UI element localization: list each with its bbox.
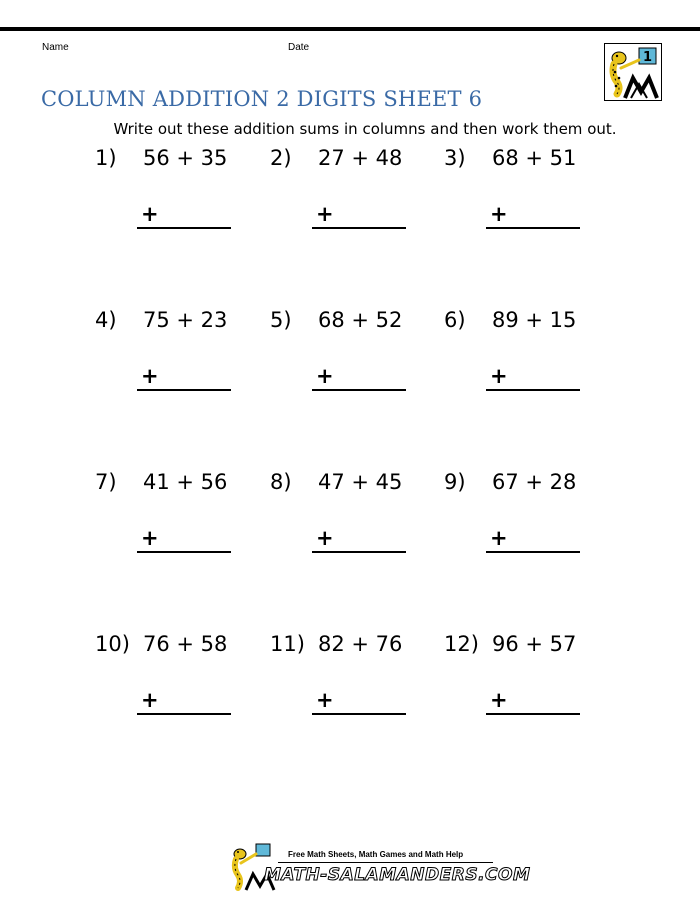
plus-sign: + bbox=[141, 526, 159, 550]
problem-number: 10) bbox=[95, 632, 130, 656]
answer-line[interactable] bbox=[312, 389, 406, 391]
name-label: Name bbox=[42, 42, 69, 53]
answer-line[interactable] bbox=[137, 551, 231, 553]
plus-sign: + bbox=[141, 688, 159, 712]
problem-9 bbox=[444, 470, 614, 570]
problem-sum: 41 + 56 bbox=[143, 470, 228, 494]
plus-sign: + bbox=[316, 364, 334, 388]
problem-sum: 56 + 35 bbox=[143, 146, 228, 170]
plus-sign: + bbox=[316, 202, 334, 226]
salamander-logo-icon bbox=[605, 44, 661, 100]
plus-sign: + bbox=[141, 364, 159, 388]
footer-rule bbox=[278, 862, 493, 863]
problem-sum: 96 + 57 bbox=[492, 632, 577, 656]
problem-number: 11) bbox=[270, 632, 305, 656]
problem-3 bbox=[444, 146, 614, 246]
answer-line[interactable] bbox=[312, 227, 406, 229]
problem-number: 12) bbox=[444, 632, 479, 656]
problem-number: 6) bbox=[444, 308, 466, 332]
problem-sum: 47 + 45 bbox=[318, 470, 403, 494]
problem-sum: 82 + 76 bbox=[318, 632, 403, 656]
plus-sign: + bbox=[490, 364, 508, 388]
salamander-logo bbox=[604, 43, 662, 101]
problem-sum: 75 + 23 bbox=[143, 308, 228, 332]
worksheet-title: COLUMN ADDITION 2 DIGITS SHEET 6 bbox=[41, 87, 483, 111]
problem-number: 3) bbox=[444, 146, 466, 170]
problem-sum: 89 + 15 bbox=[492, 308, 577, 332]
problem-2 bbox=[270, 146, 440, 246]
answer-line[interactable] bbox=[137, 389, 231, 391]
problem-12 bbox=[444, 632, 614, 732]
plus-sign: + bbox=[490, 202, 508, 226]
problem-number: 5) bbox=[270, 308, 292, 332]
problem-number: 9) bbox=[444, 470, 466, 494]
problem-number: 8) bbox=[270, 470, 292, 494]
date-label: Date bbox=[288, 42, 310, 53]
problem-10 bbox=[95, 632, 265, 732]
answer-line[interactable] bbox=[486, 551, 580, 553]
problem-6 bbox=[444, 308, 614, 408]
problem-5 bbox=[270, 308, 440, 408]
plus-sign: + bbox=[490, 526, 508, 550]
problem-sum: 27 + 48 bbox=[318, 146, 403, 170]
problem-number: 2) bbox=[270, 146, 292, 170]
problem-sum: 68 + 52 bbox=[318, 308, 403, 332]
plus-sign: + bbox=[316, 688, 334, 712]
answer-line[interactable] bbox=[137, 713, 231, 715]
instructions-text: Write out these addition sums in columns and then work them out. bbox=[113, 120, 617, 138]
problem-sum: 67 + 28 bbox=[492, 470, 577, 494]
problem-number: 7) bbox=[95, 470, 117, 494]
problem-number: 4) bbox=[95, 308, 117, 332]
answer-line[interactable] bbox=[312, 713, 406, 715]
problem-7 bbox=[95, 470, 265, 570]
footer-brand[interactable]: MATH-SALAMANDERS.COM bbox=[264, 865, 531, 885]
problem-11 bbox=[270, 632, 440, 732]
problem-1 bbox=[95, 146, 265, 246]
plus-sign: + bbox=[490, 688, 508, 712]
problem-sum: 76 + 58 bbox=[143, 632, 228, 656]
footer-tagline: Free Math Sheets, Math Games and Math Help bbox=[288, 850, 464, 859]
answer-line[interactable] bbox=[137, 227, 231, 229]
badge-number: 1 bbox=[642, 50, 653, 65]
top-rule bbox=[0, 27, 700, 31]
answer-line[interactable] bbox=[486, 713, 580, 715]
answer-line[interactable] bbox=[486, 389, 580, 391]
problem-8 bbox=[270, 470, 440, 570]
problem-sum: 68 + 51 bbox=[492, 146, 577, 170]
footer-logo[interactable] bbox=[228, 842, 531, 892]
answer-line[interactable] bbox=[486, 227, 580, 229]
problem-4 bbox=[95, 308, 265, 408]
plus-sign: + bbox=[316, 526, 334, 550]
problem-number: 1) bbox=[95, 146, 117, 170]
plus-sign: + bbox=[141, 202, 159, 226]
answer-line[interactable] bbox=[312, 551, 406, 553]
